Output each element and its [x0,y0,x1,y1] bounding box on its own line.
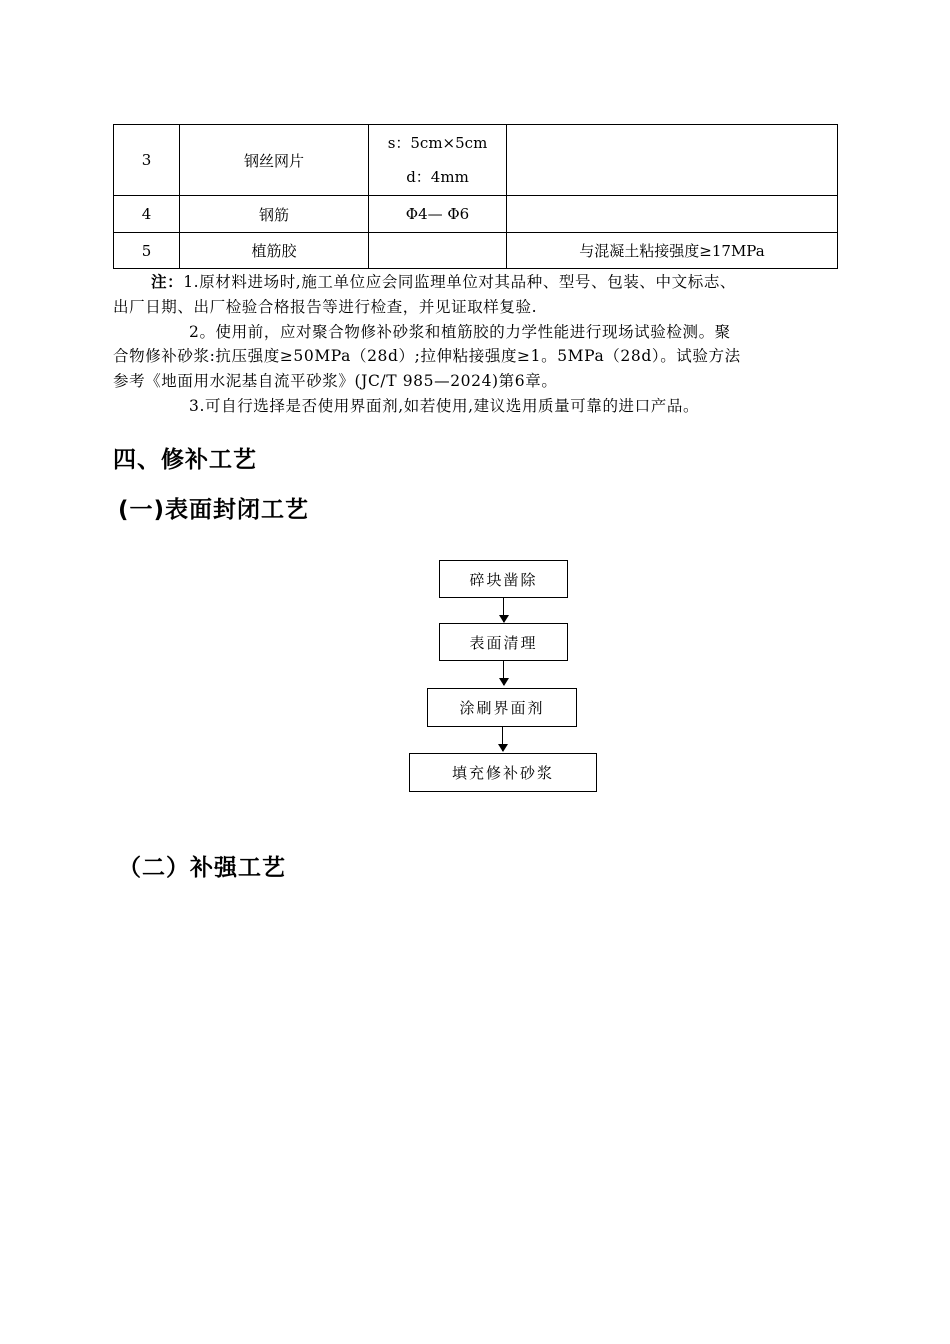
row-number: 3 [114,125,180,196]
material-requirement [507,196,838,233]
flow-step-box: 涂刷界面剂 [427,688,577,727]
note-2-line-3: 参考《地面用水泥基自流平砂浆》(JC/T 985—2024)第6章。 [113,372,558,390]
note-text: 2。使用前，应对聚合物修补砂浆和植筋胶的力学性能进行现场试验检测。聚 [189,323,731,341]
flow-arrow [503,598,504,622]
note-2-line-2: 合物修补砂浆:抗压强度≥50MPa（28d）;拉伸粘接强度≥1。5MPa（28d）。试验方法 [113,347,741,365]
spec-line: d：4mm [406,168,469,186]
flow-arrow [503,661,504,685]
material-spec: Φ4— Φ6 [369,196,507,233]
spec-line: s：5cm×5cm [387,134,488,152]
materials-table [113,124,838,269]
flow-step-box: 碎块凿除 [439,560,568,598]
material-spec [369,233,507,269]
material-requirement [507,125,838,196]
table-row [114,196,838,233]
note-label: 注： [151,273,184,291]
note-1-line-2: 出厂日期、出厂检验合格报告等进行检查，并见证取样复验. [113,298,538,316]
note-1-line-1 [113,270,853,295]
note-text: 3.可自行选择是否使用界面剂,如若使用,建议选用质量可靠的进口产品。 [189,397,700,415]
row-number: 4 [114,196,180,233]
subsection-heading-1: (一)表面封闭工艺 [118,497,310,523]
material-name: 钢丝网片 [180,125,369,196]
flow-step-box: 填充修补砂浆 [409,753,597,792]
material-name: 钢筋 [180,196,369,233]
material-name: 植筋胶 [180,233,369,269]
material-spec [369,125,507,196]
note-text: 1.原材料进场时,施工单位应会同监理单位对其品种、型号、包装、中文标志、 [183,273,737,291]
flow-arrow [502,727,503,751]
subsection-heading-2: （二）补强工艺 [118,855,286,881]
table-row [114,233,838,269]
flow-step-box: 表面清理 [439,623,568,661]
note-3 [113,394,853,419]
material-requirement: 与混凝土粘接强度≥17MPa [507,233,838,269]
section-heading: 四、修补工艺 [113,447,257,473]
note-2-line-1 [113,320,853,345]
row-number: 5 [114,233,180,269]
table-row [114,125,838,196]
